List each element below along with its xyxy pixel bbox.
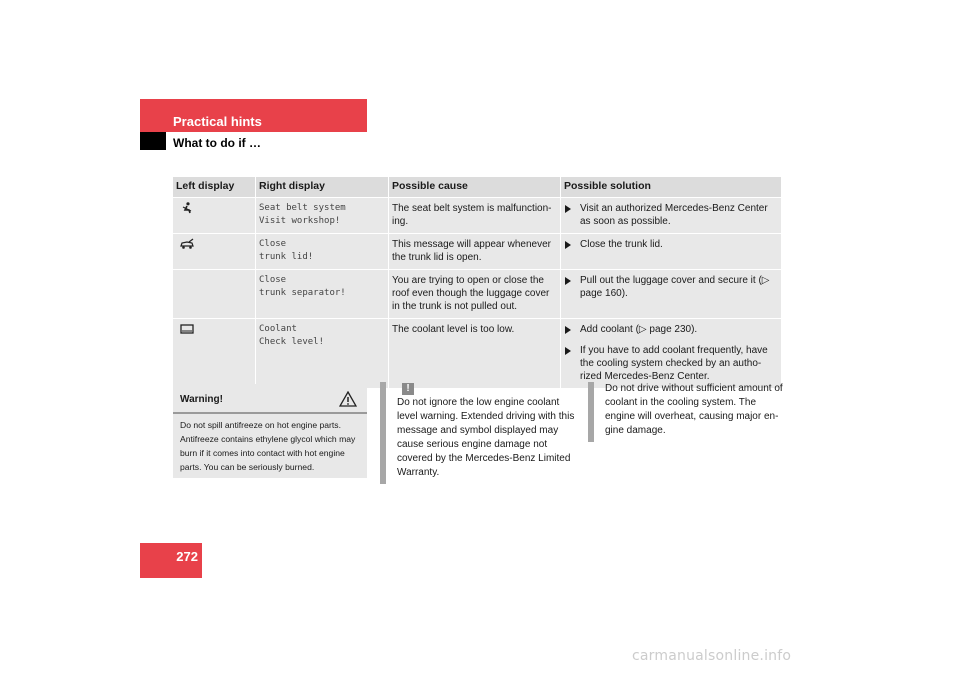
bullet-arrow-icon — [565, 241, 571, 249]
solution-item: If you have to add coolant frequently, have the cooling system checked by an autho-rized Mercedes-Benz Center. — [564, 344, 777, 383]
notice-box-2 — [588, 382, 783, 442]
display-message: Coolant Check level! — [259, 324, 325, 347]
col-header-left-display: Left display — [173, 177, 256, 198]
left-display-cell — [173, 198, 256, 234]
table-header-row — [173, 177, 781, 198]
right-display-cell — [256, 319, 389, 389]
left-display-cell — [173, 319, 256, 389]
warning-triangle-icon — [339, 391, 357, 407]
right-display-cell — [256, 198, 389, 234]
warning-box — [173, 384, 367, 478]
notice-box — [380, 382, 575, 484]
table-row — [173, 270, 781, 319]
trunk-open-icon — [180, 238, 194, 250]
right-display-cell — [256, 270, 389, 319]
bullet-arrow-icon — [565, 347, 571, 355]
bullet-arrow-icon — [565, 326, 571, 334]
solution-item: Visit an authorized Mercedes-Benz Center as soon as possible. — [564, 202, 777, 228]
notice-text-2: Do not drive without sufficient amount of coolant in the cooling system. The engine will overheat, causing major en-gine damage. — [605, 383, 783, 436]
display-message: Close trunk separator! — [259, 275, 346, 298]
display-message: Close trunk lid! — [259, 239, 314, 262]
solution-item: Close the trunk lid. — [564, 238, 777, 251]
left-display-cell — [173, 234, 256, 270]
cause-cell: This message will appear whenever the trunk lid is open. — [389, 234, 561, 270]
col-header-possible-solution: Possible solution — [561, 177, 781, 198]
notice-text: Do not ignore the low engine coolant level warning. Extended driving with this message and symbol displayed may cause serious engine damage not covered by the Mercedes-Benz Limited Warranty. — [397, 397, 575, 478]
section-title: Practical hints — [173, 114, 262, 129]
cause-cell: The seat belt system is malfunction-ing. — [389, 198, 561, 234]
right-display-cell — [256, 234, 389, 270]
solution-cell — [561, 270, 781, 319]
col-header-possible-cause: Possible cause — [389, 177, 561, 198]
table-row — [173, 234, 781, 270]
table-row — [173, 198, 781, 234]
col-header-right-display: Right display — [256, 177, 389, 198]
seatbelt-icon — [180, 202, 194, 214]
cause-cell: You are trying to open or close the roof even though the luggage cover in the trunk is not pulled out. — [389, 270, 561, 319]
messages-table — [173, 177, 781, 389]
section-header — [140, 99, 367, 132]
solution-cell — [561, 198, 781, 234]
bullet-arrow-icon — [565, 205, 571, 213]
warning-title: Warning! — [180, 394, 223, 405]
solution-item: Pull out the luggage cover and secure it (▷ page 160). — [564, 274, 777, 300]
warning-text: Do not spill antifreeze on hot engine parts. Antifreeze contains ethylene glycol which may burn if it comes into contact with hot engine parts. You can be seriously burned. — [180, 420, 356, 472]
bullet-arrow-icon — [565, 277, 571, 285]
page-number: 272 — [140, 543, 202, 578]
solution-item: Add coolant (▷ page 230). — [564, 323, 777, 336]
solution-cell — [561, 234, 781, 270]
header-marker — [140, 132, 166, 150]
solution-cell — [561, 319, 781, 389]
display-message: Seat belt system Visit workshop! — [259, 203, 346, 226]
table-row — [173, 319, 781, 389]
watermark: carmanualsonline.info — [632, 648, 792, 664]
coolant-icon — [180, 323, 194, 335]
subsection-title: What to do if … — [173, 136, 261, 150]
left-display-cell — [173, 270, 256, 319]
cause-cell: The coolant level is too low. — [389, 319, 561, 389]
warning-header — [173, 384, 367, 414]
exclamation-icon: ! — [402, 383, 414, 395]
